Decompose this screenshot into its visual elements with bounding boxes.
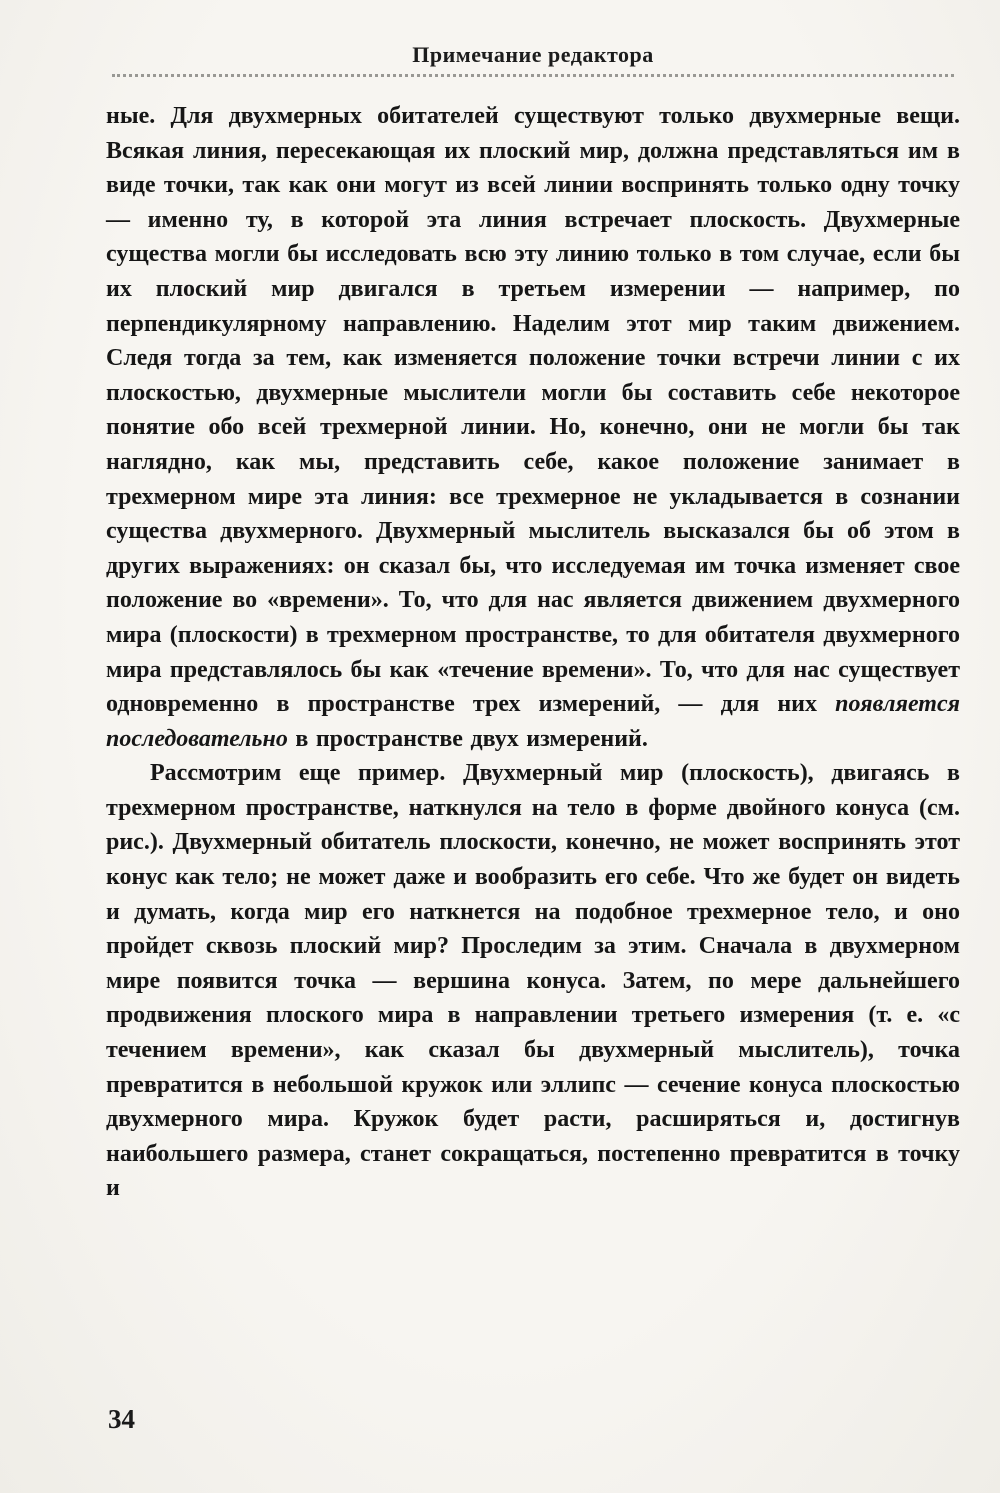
text-segment: ные. Для двухмерных обитателей существуют только двухмерные вещи. Всякая линия, пересекающая их плоский мир, должна представляться им в виде точки, так как они могут из всей линии воспринять только одну точку — именно ту, в которой эта линия встречает плоскость. Двухмерные существа могли бы исследовать всю эту линию только в том случае, если бы их плоский мир двигался в третьем измерении — например, по перпендикулярному направлению. Наделим этот мир таким движением. Следя тогда за тем, как изменяется положение точки встречи линии с их плоскостью, двухмерные мыслители могли бы составить себе некоторое понятие обо всей трехмерной линии. Но, конечно, они не могли бы так наглядно, как мы, представить себе, какое положение занимает в трехмерном мире эта линия: все трехмерное не укладывается в сознании существа двухмерного. Двухмерный мыслитель высказался бы об этом в других выражениях: он сказал бы, что исследуемая им точка изменяет свое положение во «времени». То, что для нас является движением двухмерного мира (плоскости) в трехмерном пространстве, то для обитателя двухмерного мира представлялось бы как «течение времени». То, что для нас существует одновременно в пространстве трех измерений, — для них (106, 103, 960, 718)
dotted-rule (112, 74, 954, 77)
page-header: Примечание редактора (412, 42, 654, 67)
text-segment: в пространстве двух измерений. (287, 725, 648, 752)
paragraph (106, 99, 960, 756)
paragraph (106, 756, 960, 1206)
body-text (106, 99, 960, 1206)
text-segment: Рассмотрим еще пример. Двухмерный мир (плоскость), двигаясь в трехмерном пространстве, наткнулся на тело в форме двойного конуса (см. рис.). Двухмерный обитатель плоскости, конечно, не может воспринять этот конус как тело; не может даже и вообразить его себе. Что же будет он видеть и думать, когда мир его наткнется на подобное трехмерное тело, и оно пройдет сквозь плоский мир? Проследим за этим. Сначала в двухмерном мире появится точка — вершина конуса. Затем, по мере дальнейшего продвижения плоского мира в направлении третьего измерения (т. е. «с течением времени», как сказал бы двухмерный мыслитель), точка превратится в небольшой кружок или эллипс — сечение конуса плоскостью двухмерного мира. Кружок будет расти, расширяться и, достигнув наибольшего размера, станет сокращаться, постепенно превратится в точку и (106, 760, 960, 1202)
italic-text-segment: появляется последовательно (106, 691, 960, 752)
page-number: 34 (108, 1404, 135, 1434)
